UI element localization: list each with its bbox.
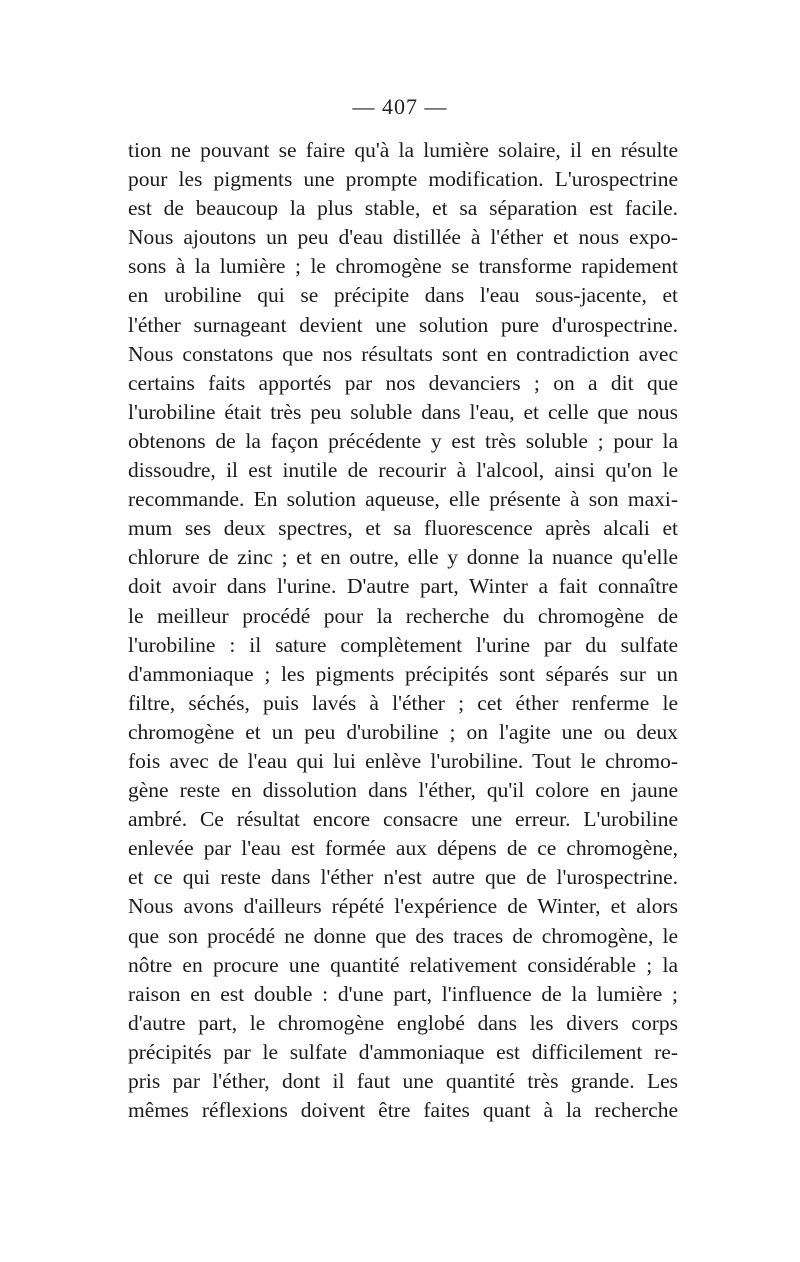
text-line: l'urobiline : il sature complètement l'urine par du sulfate	[128, 632, 678, 657]
text-line: et ce qui reste dans l'éther n'est autre que de l'urospectrine.	[128, 865, 678, 890]
text-line: fois avec de l'eau qui lui enlève l'urobiline. Tout le chromo-	[128, 748, 678, 773]
text-line: précipités par le sulfate d'ammoniaque est difficilement re-	[128, 1039, 678, 1064]
text-line: ambré. Ce résultat encore consacre une erreur. L'urobiline	[128, 807, 678, 832]
text-line: filtre, séchés, puis lavés à l'éther ; cet éther renferme le	[128, 690, 678, 715]
text-line: mêmes réflexions doivent être faites quant à la recherche	[128, 1098, 678, 1123]
body-text	[128, 136, 678, 1125]
text-line: le meilleur procédé pour la recherche du chromogène de	[128, 603, 678, 628]
text-line: raison en est double : d'une part, l'influence de la lumière ;	[128, 981, 678, 1006]
text-line: obtenons de la façon précédente y est très soluble ; pour la	[128, 428, 678, 453]
text-line: tion ne pouvant se faire qu'à la lumière solaire, il en résulte	[128, 138, 678, 162]
text-line: mum ses deux spectres, et sa fluorescence après alcali et	[128, 516, 678, 541]
text-line: enlevée par l'eau est formée aux dépens de ce chromogène,	[128, 836, 678, 861]
text-line: gène reste en dissolution dans l'éther, qu'il colore en jaune	[128, 778, 678, 803]
text-line: Nous ajoutons un peu d'eau distillée à l'éther et nous expo-	[128, 225, 678, 250]
text-line: Nous constatons que nos résultats sont en contradiction avec	[128, 341, 678, 366]
text-line: en urobiline qui se précipite dans l'eau sous-jacente, et	[128, 283, 678, 308]
text-line: certains faits apportés par nos devanciers ; on a dit que	[128, 370, 678, 395]
text-line: l'éther surnageant devient une solution pure d'urospectrine.	[128, 312, 678, 337]
text-line: doit avoir dans l'urine. D'autre part, Winter a fait connaître	[128, 574, 678, 599]
text-line: Nous avons d'ailleurs répété l'expérience de Winter, et alors	[128, 894, 678, 919]
text-line: d'ammoniaque ; les pigments précipités sont séparés sur un	[128, 661, 678, 686]
text-line: d'autre part, le chromogène englobé dans les divers corps	[128, 1010, 678, 1035]
text-line: chlorure de zinc ; et en outre, elle y donne la nuance qu'elle	[128, 545, 678, 570]
text-line: dissoudre, il est inutile de recourir à l'alcool, ainsi qu'on le	[128, 458, 678, 483]
text-line: l'urobiline était très peu soluble dans l'eau, et celle que nous	[128, 399, 678, 424]
text-line: nôtre en procure une quantité relativement considérable ; la	[128, 952, 678, 977]
text-line: sons à la lumière ; le chromogène se transforme rapidement	[128, 254, 678, 279]
text-line: pris par l'éther, dont il faut une quantité très grande. Les	[128, 1069, 678, 1093]
text-line: pour les pigments une prompte modification. L'urospectrine	[128, 167, 678, 192]
text-line: recommande. En solution aqueuse, elle présente à son maxi-	[128, 487, 678, 512]
text-line: que son procédé ne donne que des traces de chromogène, le	[128, 923, 678, 948]
text-line: chromogène et un peu d'urobiline ; on l'agite une ou deux	[128, 719, 678, 744]
text-line: est de beaucoup la plus stable, et sa séparation est facile.	[128, 196, 678, 221]
page-number: — 407 —	[352, 94, 448, 119]
